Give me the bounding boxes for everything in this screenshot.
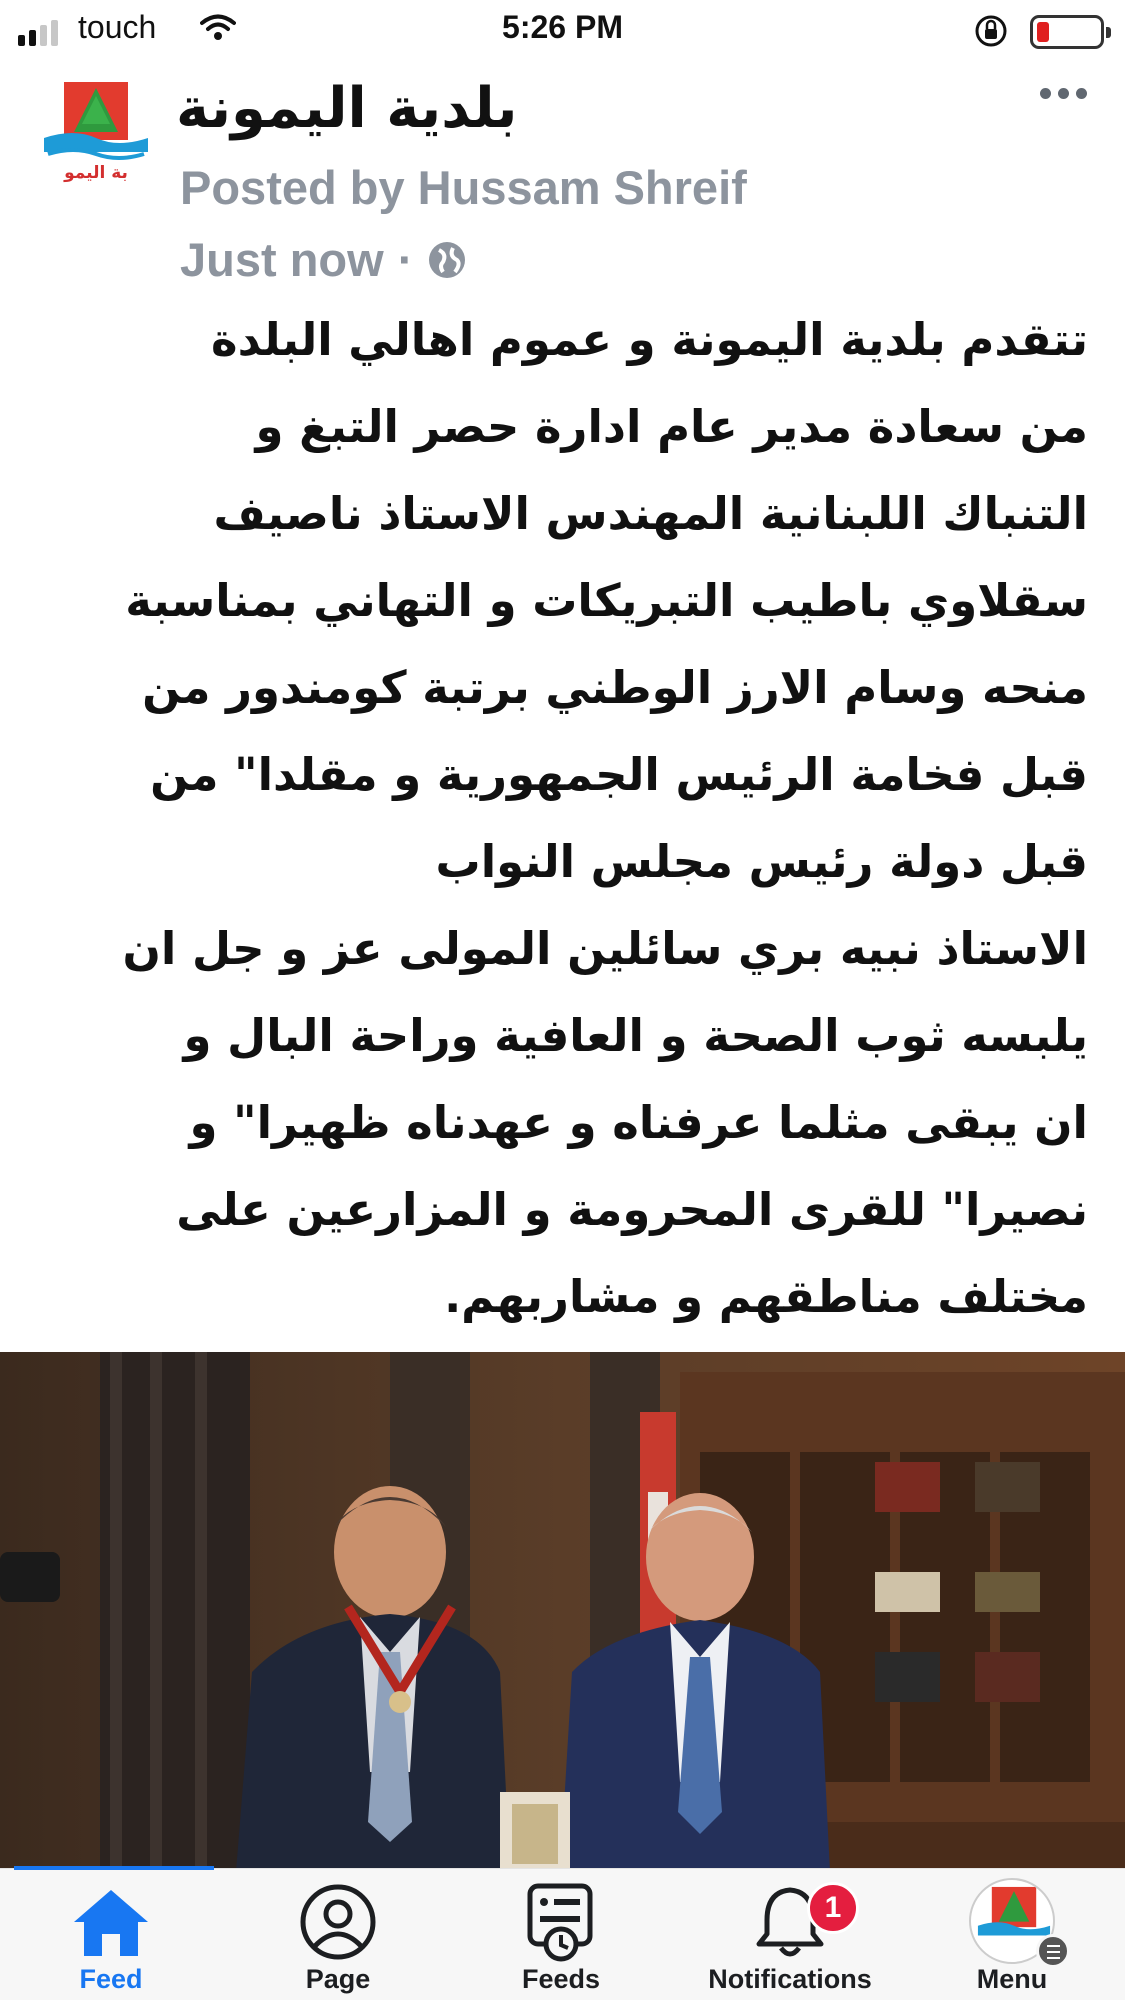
tab-notifications[interactable] — [690, 1872, 890, 2000]
page-name[interactable]: بلدية اليمونة — [176, 76, 518, 141]
post-text-line: التنباك اللبنانية المهندس الاستاذ ناصيف — [213, 487, 1088, 540]
tab-label: Feed — [79, 1964, 143, 1994]
post-photo[interactable] — [0, 1352, 1125, 1872]
carrier-name: touch — [78, 9, 157, 45]
posted-by-label: Posted by Hussam Shreif — [180, 161, 747, 214]
post-text-line: من سعادة مدير عام ادارة حصر التبغ و — [255, 400, 1088, 453]
two-men-with-medal-photo — [0, 1352, 1125, 1872]
post-text-line: منحه وسام الارز الوطني برتبة كومندور من — [142, 661, 1088, 714]
post-text-line: يلبسه ثوب الصحة و العافية وراحة البال و — [183, 1009, 1088, 1062]
page-avatar[interactable] — [34, 72, 158, 196]
status-time: 5:26 PM — [502, 9, 623, 45]
post-meta — [180, 232, 467, 287]
globe-icon — [427, 240, 467, 280]
tab-label: Feeds — [521, 1964, 601, 1994]
post-time[interactable]: Just now — [180, 233, 384, 286]
tab-page[interactable] — [238, 1872, 438, 2000]
tab-label: Menu — [976, 1964, 1048, 1994]
home-icon — [66, 1882, 156, 1962]
tab-feed[interactable] — [11, 1872, 211, 2000]
post-text-line: سقلاوي باطيب التبريكات و التهاني بمناسبة — [125, 574, 1088, 627]
post-text-line: ان يبقى مثلما عرفناه و عهدناه ظهيرا" و — [189, 1096, 1088, 1149]
post-text — [40, 296, 1088, 1340]
post-text-line: مختلف مناطقهم و مشاربهم. — [444, 1270, 1088, 1323]
active-tab-indicator — [14, 1866, 214, 1870]
municipality-logo-icon — [34, 72, 158, 196]
hamburger-icon — [1036, 1934, 1070, 1968]
tab-label: Notifications — [708, 1964, 872, 1994]
post-text-line: نصيرا" للقرى المحرومة و المزارعين على — [176, 1183, 1088, 1236]
post-text-line: تتقدم بلدية اليمونة و عموم اهالي البلدة — [211, 313, 1088, 366]
tab-menu[interactable] — [912, 1872, 1112, 2000]
post-text-line: الاستاذ نبيه بري سائلين المولى عز و جل ان — [122, 922, 1088, 975]
feeds-clock-icon — [516, 1882, 606, 1962]
svg-text:بة اليمو: بة اليمو — [64, 163, 128, 183]
tab-feeds[interactable] — [461, 1872, 661, 2000]
person-circle-icon — [293, 1882, 383, 1962]
tab-label: Page — [305, 1964, 371, 1994]
orientation-lock-icon — [973, 13, 1009, 49]
status-bar — [0, 0, 1125, 62]
more-dots-icon[interactable] — [1040, 88, 1087, 99]
post-text-line: قبل فخامة الرئيس الجمهورية و مقلدا" من — [150, 748, 1088, 801]
battery-icon — [1030, 15, 1104, 49]
meta-separator: · — [397, 233, 414, 286]
post-text-line: قبل دولة رئيس مجلس النواب — [435, 835, 1088, 888]
notification-badge: 1 — [807, 1882, 859, 1934]
